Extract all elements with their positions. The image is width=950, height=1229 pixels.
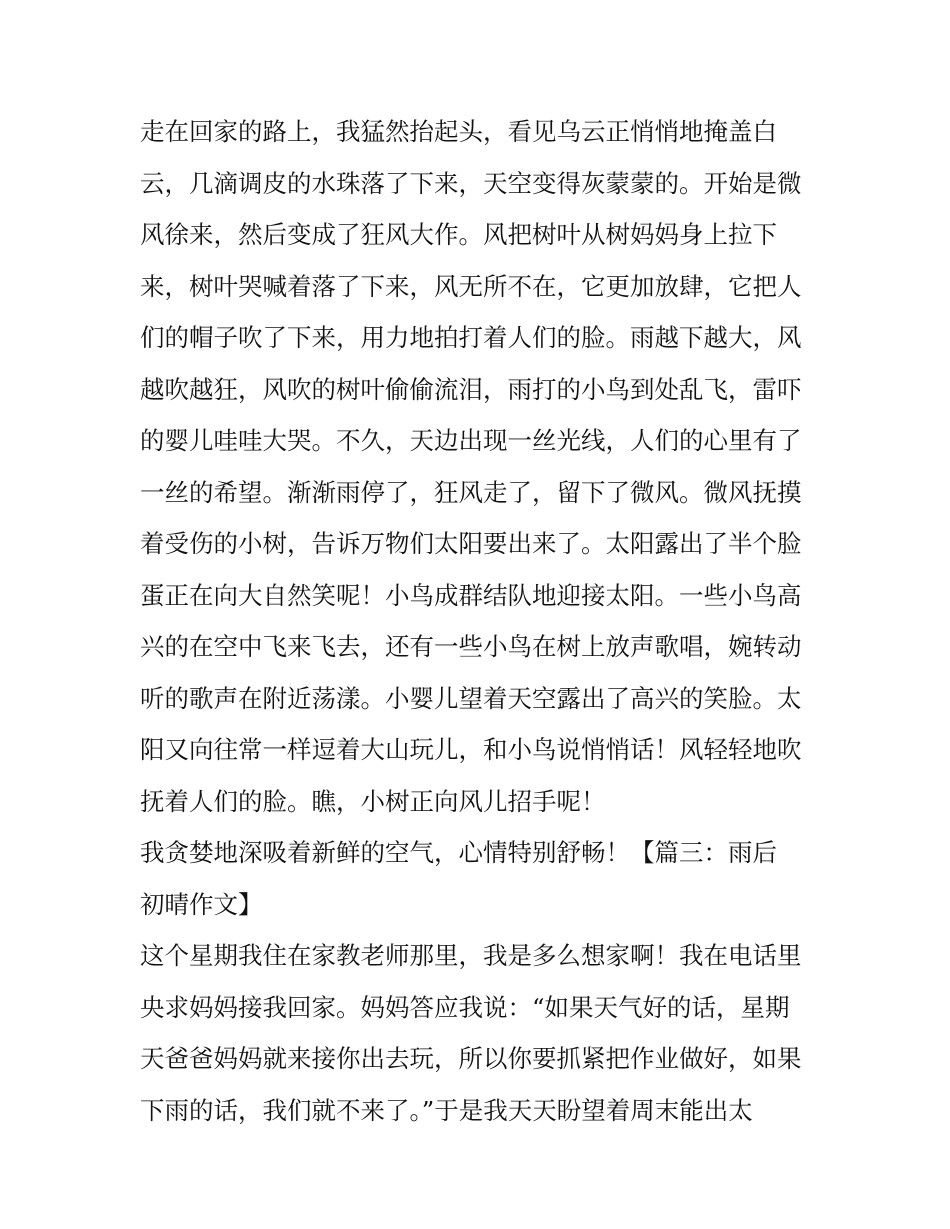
text-line: 云，几滴调皮的水珠落了下来，天空变得灰蒙蒙的。开始是微 [140, 168, 802, 198]
text-line: 我贪婪地深吸着新鲜的空气，心情特别舒畅！【篇三：雨后 [140, 838, 777, 867]
text-line: 初晴作文】 [140, 889, 263, 919]
text-line: 们的帽子吹了下来，用力地拍打着人们的脸。雨越下越大，风 [140, 323, 802, 352]
text-line: 着受伤的小树，告诉万物们太阳要出来了。太阳露出了半个脸 [140, 529, 802, 558]
text-line: 听的歌声在附近荡漾。小婴儿望着天空露出了高兴的笑脸。太 [140, 683, 802, 713]
text-line: 央求妈妈接我回家。妈妈答应我说：“如果天气好的话，星期 [140, 992, 790, 1022]
text-line: 下雨的话，我们就不来了。”于是我天天盼望着周末能出太 [140, 1095, 753, 1125]
text-line: 阳又向往常一样逗着大山玩儿，和小鸟说悄悄话！风轻轻地吹 [140, 735, 802, 764]
text-line: 风徐来，然后变成了狂风大作。风把树叶从树妈妈身上拉下 [140, 220, 777, 249]
text-line: 的婴儿哇哇大哭。不久，天边出现一丝光线，人们的心里有了 [140, 426, 802, 455]
text-line: 天爸爸妈妈就来接你出去玩，所以你要抓紧把作业做好，如果 [140, 1044, 802, 1073]
text-line: 这个星期我住在家教老师那里，我是多么想家啊！我在电话里 [140, 941, 802, 970]
text-line: 抚着人们的脸。瞧，小树正向风儿招手呢！ [140, 786, 606, 816]
text-line: 一丝的希望。渐渐雨停了，狂风走了，留下了微风。微风抚摸 [140, 477, 802, 507]
text-line: 走在回家的路上，我猛然抬起头，看见乌云正悄悄地掩盖白 [140, 117, 777, 146]
essay-text [140, 106, 840, 1136]
text-line: 兴的在空中飞来飞去，还有一些小鸟在树上放声歌唱，婉转动 [140, 632, 802, 661]
text-line: 蛋正在向大自然笑呢！小鸟成群结队地迎接太阳。一些小鸟高 [140, 580, 802, 610]
text-line: 来，树叶哭喊着落了下来，风无所不在，它更加放肆，它把人 [140, 271, 802, 301]
text-line: 越吹越狂，风吹的树叶偷偷流泪，雨打的小鸟到处乱飞，雷吓 [140, 374, 802, 404]
